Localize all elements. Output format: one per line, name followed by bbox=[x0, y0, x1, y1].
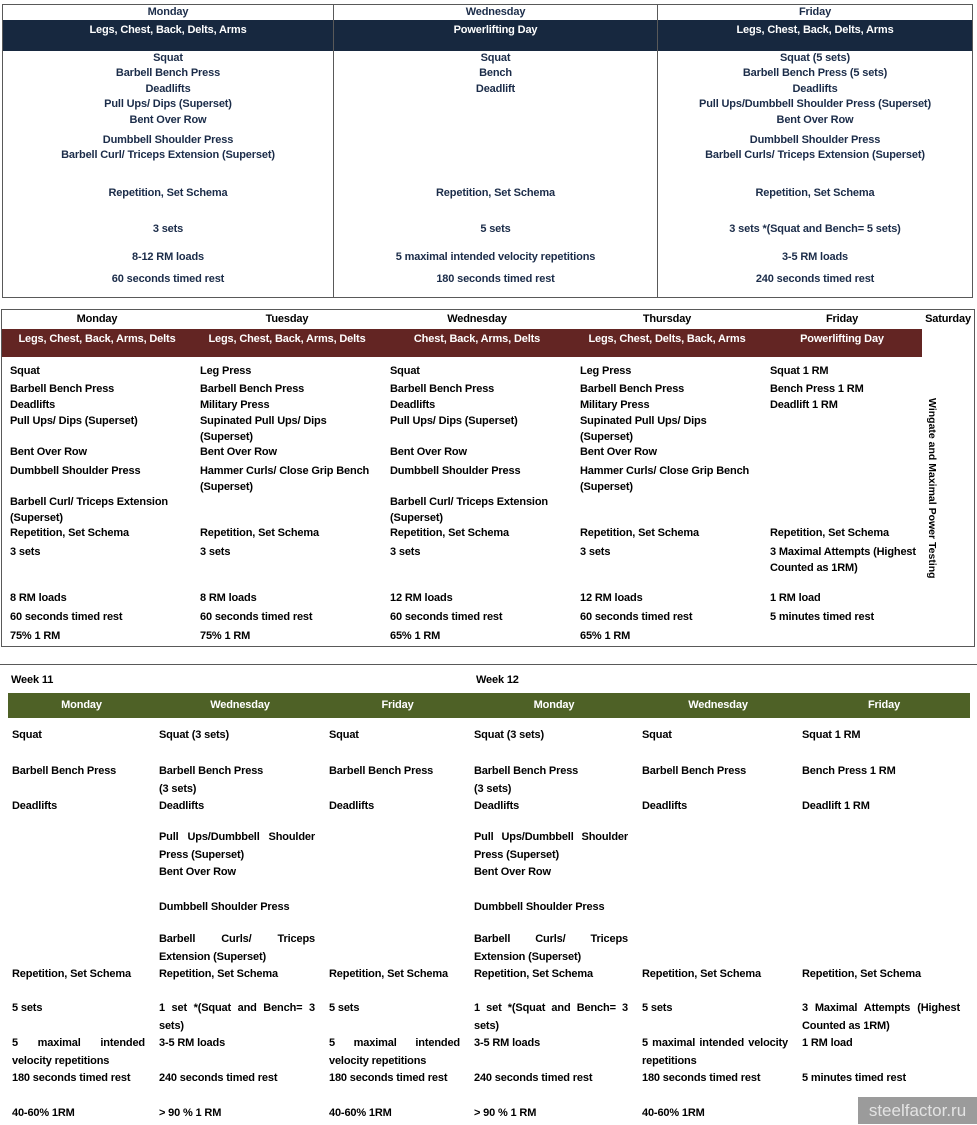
rest-value: 60 seconds timed rest bbox=[200, 611, 313, 623]
loads-value: 5 maximal intended velocity repetitions bbox=[329, 1037, 460, 1067]
exercise: Military Press bbox=[200, 399, 270, 411]
sets-value: 1 set *(Squat and Bench= 3 sets) bbox=[474, 1002, 628, 1032]
column-monday bbox=[3, 5, 334, 297]
rest-value: 60 seconds timed rest bbox=[580, 611, 693, 623]
column-wednesday bbox=[334, 5, 658, 297]
intensity-value: > 90 % 1 RM bbox=[159, 1107, 222, 1119]
rest-value: 240 seconds timed rest bbox=[159, 1072, 278, 1084]
exercise: Barbell Curls/ Triceps Extension (Superset) bbox=[474, 933, 628, 963]
exercise: Deadlifts bbox=[12, 800, 58, 812]
day-label: Monday bbox=[76, 313, 118, 325]
exercise: Bench Press 1 RM bbox=[802, 765, 896, 777]
loads-value: 5 maximal intended velocity repetitions bbox=[12, 1037, 145, 1067]
exercise: Hammer Curls/ Close Grip Bench (Superset) bbox=[200, 465, 370, 493]
exercise: Squat (3 sets) bbox=[159, 729, 230, 741]
exercise: Deadlifts bbox=[642, 800, 688, 812]
sets-value: 3 sets bbox=[10, 546, 41, 558]
sets-value: 3 sets bbox=[200, 546, 231, 558]
exercise: Supinated Pull Ups/ Dips (Superset) bbox=[580, 415, 707, 443]
sets-value: 1 set *(Squat and Bench= 3 sets) bbox=[159, 1002, 315, 1032]
exercise: Bench Press 1 RM bbox=[770, 383, 864, 395]
sets-value: 3 sets bbox=[580, 546, 611, 558]
sets-value: 5 sets bbox=[480, 223, 511, 236]
column-monday bbox=[2, 310, 192, 646]
exercise: Deadlift 1 RM bbox=[770, 399, 838, 411]
sets-value: 3 Maximal Attempts (Highest Counted as 1RM) bbox=[770, 546, 916, 574]
band-day: Wednesday bbox=[210, 699, 270, 711]
sets-value: 5 sets bbox=[12, 1002, 43, 1014]
exercise: Supinated Pull Ups/ Dips (Superset) bbox=[200, 415, 327, 443]
exercise: Leg Press bbox=[580, 365, 632, 377]
day-band bbox=[8, 693, 970, 718]
intensity-value: 40-60% 1RM bbox=[642, 1107, 705, 1119]
loads-value: 8 RM loads bbox=[10, 592, 67, 604]
column-w12-wednesday bbox=[638, 718, 798, 1125]
band-day: Monday bbox=[61, 699, 102, 711]
exercise: Squat bbox=[12, 729, 42, 741]
schema-label: Repetition, Set Schema bbox=[12, 968, 131, 980]
watermark: steelfactor.ru bbox=[858, 1097, 977, 1124]
sets-value: 3 sets bbox=[152, 223, 184, 236]
rest-value: 60 seconds timed rest bbox=[390, 611, 503, 623]
exercise: Bent Over Row bbox=[10, 446, 87, 458]
exercise: Hammer Curls/ Close Grip Bench (Superset) bbox=[580, 465, 750, 493]
exercise: Barbell Curls/ Triceps Extension (Superset) bbox=[705, 149, 925, 162]
exercise: Squat bbox=[390, 365, 420, 377]
intensity-value: 75% 1 RM bbox=[10, 630, 61, 642]
exercise: Barbell Bench Press bbox=[329, 765, 434, 777]
exercise: Barbell Bench Press bbox=[642, 765, 747, 777]
rest-value: 5 minutes timed rest bbox=[802, 1072, 906, 1084]
exercise: Barbell Bench Press bbox=[10, 383, 115, 395]
exercise: Barbell Bench Press bbox=[115, 67, 221, 80]
table-weeks-11-12 bbox=[0, 664, 977, 1125]
schema-label: Repetition, Set Schema bbox=[474, 968, 593, 980]
intensity-value: > 90 % 1 RM bbox=[474, 1107, 537, 1119]
exercise: Bent Over Row bbox=[129, 113, 207, 126]
exercise-note: (3 sets) bbox=[474, 782, 512, 795]
exercise: Deadlifts bbox=[10, 399, 56, 411]
rest-value: 5 minutes timed rest bbox=[770, 611, 874, 623]
exercise: Pull Ups/Dumbbell Shoulder Press (Superset) bbox=[474, 831, 628, 861]
exercise: Leg Press bbox=[200, 365, 252, 377]
exercise: Military Press bbox=[580, 399, 650, 411]
focus-band: Legs, Chest, Back, Arms, Delts bbox=[2, 329, 192, 357]
exercise: Deadlifts bbox=[792, 82, 838, 95]
exercise: Bent Over Row bbox=[580, 446, 657, 458]
schema-label: Repetition, Set Schema bbox=[436, 186, 555, 199]
focus-band: Powerlifting Day bbox=[762, 329, 922, 357]
exercise: Dumbbell Shoulder Press bbox=[390, 465, 521, 477]
loads-value: 8 RM loads bbox=[200, 592, 257, 604]
exercise: Bent Over Row bbox=[474, 866, 551, 878]
focus-band: Legs, Chest, Back, Arms, Delts bbox=[192, 329, 382, 357]
loads-value: 1 RM load bbox=[802, 1037, 853, 1049]
rest-value: 60 seconds timed rest bbox=[111, 272, 225, 285]
schema-label: Repetition, Set Schema bbox=[10, 527, 129, 539]
sets-value: 3 sets bbox=[390, 546, 421, 558]
loads-value: 3-5 RM loads bbox=[474, 1037, 541, 1049]
column-wednesday bbox=[382, 310, 572, 646]
sets-value: 3 sets *(Squat and Bench= 5 sets) bbox=[729, 223, 901, 236]
column-w11-monday bbox=[8, 718, 155, 1125]
focus-band: Chest, Back, Arms, Delts bbox=[382, 329, 572, 357]
exercise: Bent Over Row bbox=[200, 446, 277, 458]
exercise bbox=[572, 493, 762, 524]
schema-label: Repetition, Set Schema bbox=[580, 527, 699, 539]
focus-band: Legs, Chest, Back, Delts, Arms bbox=[658, 20, 972, 51]
exercise bbox=[192, 493, 382, 524]
exercise: Pull Ups/ Dips (Superset) bbox=[390, 415, 518, 427]
exercise: Barbell Bench Press bbox=[580, 383, 685, 395]
rest-value: 180 seconds timed rest bbox=[642, 1072, 761, 1084]
side-note-testing: Wingate and Maximal Power Testing bbox=[926, 398, 938, 579]
day-label: Wednesday bbox=[447, 313, 507, 325]
schema-label: Repetition, Set Schema bbox=[200, 527, 319, 539]
exercise: Barbell Bench Press (5 sets) bbox=[742, 67, 888, 80]
focus-band: Legs, Chest, Delts, Back, Arms bbox=[572, 329, 762, 357]
intensity-value: 40-60% 1RM bbox=[12, 1107, 75, 1119]
exercise: Squat (5 sets) bbox=[779, 52, 851, 64]
exercise: Squat bbox=[480, 52, 511, 64]
day-label: Saturday bbox=[925, 313, 971, 325]
exercise: Deadlift 1 RM bbox=[802, 800, 870, 812]
exercise-note: (3 sets) bbox=[159, 782, 197, 795]
exercise: Pull Ups/ Dips (Superset) bbox=[104, 98, 232, 111]
loads-value: 12 RM loads bbox=[390, 592, 453, 604]
rest-value: 240 seconds timed rest bbox=[755, 272, 875, 285]
column-tuesday bbox=[192, 310, 382, 646]
exercise: Barbell Curl/ Triceps Extension (Superset) bbox=[10, 496, 168, 524]
column-w12-friday bbox=[798, 718, 970, 1125]
loads-value: 8-12 RM loads bbox=[131, 250, 204, 263]
schema-label: Repetition, Set Schema bbox=[802, 968, 921, 980]
exercise: Barbell Curl/ Triceps Extension (Superset) bbox=[61, 149, 275, 162]
exercise: Dumbbell Shoulder Press bbox=[10, 465, 141, 477]
exercise: Squat bbox=[153, 52, 183, 64]
exercise: Dumbbell Shoulder Press bbox=[159, 901, 290, 913]
schema-label: Repetition, Set Schema bbox=[755, 186, 875, 199]
rest-value: 60 seconds timed rest bbox=[10, 611, 123, 623]
column-friday bbox=[762, 310, 922, 646]
band-day: Monday bbox=[533, 699, 575, 711]
loads-value: 3-5 RM loads bbox=[781, 250, 849, 263]
exercise: Deadlifts bbox=[145, 82, 191, 95]
schema-label: Repetition, Set Schema bbox=[770, 527, 889, 539]
exercise: Barbell Curl/ Triceps Extension (Superset) bbox=[390, 496, 548, 524]
exercise: Squat 1 RM bbox=[802, 729, 861, 741]
exercise: Squat bbox=[10, 365, 40, 377]
focus-band: Powerlifting Day bbox=[334, 20, 657, 51]
schema-label: Repetition, Set Schema bbox=[390, 527, 509, 539]
exercise: Barbell Bench Press bbox=[12, 765, 117, 777]
exercise: Deadlifts bbox=[390, 399, 436, 411]
day-label: Monday bbox=[147, 6, 189, 18]
exercise: Squat (3 sets) bbox=[474, 729, 545, 741]
exercise: Barbell Bench Press bbox=[390, 383, 495, 395]
exercise: Barbell Bench Press bbox=[474, 765, 579, 777]
loads-value: 1 RM load bbox=[770, 592, 821, 604]
exercise: Pull Ups/Dumbbell Shoulder Press (Superset) bbox=[699, 98, 931, 111]
exercise: Deadlifts bbox=[329, 800, 375, 812]
intensity-value: 65% 1 RM bbox=[580, 630, 631, 642]
exercise: Pull Ups/Dumbbell Shoulder Press (Superset) bbox=[159, 831, 315, 861]
week-label: Week 11 bbox=[11, 674, 54, 686]
day-label: Friday bbox=[825, 313, 859, 325]
exercise: Barbell Bench Press bbox=[159, 765, 264, 777]
exercise: Bench bbox=[479, 67, 512, 80]
schema-label: Repetition, Set Schema bbox=[159, 968, 278, 980]
rest-value: 180 seconds timed rest bbox=[436, 272, 555, 285]
exercise: Bent Over Row bbox=[159, 866, 236, 878]
loads-value: 5 maximal intended velocity repetitions bbox=[395, 250, 596, 263]
column-w11-wednesday bbox=[155, 718, 325, 1125]
column-friday bbox=[658, 5, 972, 297]
exercise: Squat 1 RM bbox=[770, 365, 829, 377]
exercise: Barbell Bench Press bbox=[200, 383, 305, 395]
exercise: Deadlifts bbox=[474, 800, 520, 812]
rest-value: 180 seconds timed rest bbox=[329, 1072, 448, 1084]
exercise: Deadlifts bbox=[159, 800, 205, 812]
week-row bbox=[8, 665, 970, 693]
exercise: Dumbbell Shoulder Press bbox=[749, 133, 881, 146]
day-label: Friday bbox=[798, 6, 832, 18]
schema-label: Repetition, Set Schema bbox=[329, 968, 448, 980]
day-label: Wednesday bbox=[465, 6, 526, 18]
exercise: Dumbbell Shoulder Press bbox=[474, 901, 605, 913]
sets-value: 5 sets bbox=[642, 1002, 673, 1014]
exercise: Barbell Curls/ Triceps Extension (Superset) bbox=[159, 933, 315, 963]
exercise: Pull Ups/ Dips (Superset) bbox=[10, 415, 138, 427]
intensity-value: 75% 1 RM bbox=[200, 630, 251, 642]
week-label: Week 12 bbox=[476, 674, 519, 686]
exercise: Bent Over Row bbox=[390, 446, 467, 458]
sets-value: 5 sets bbox=[329, 1002, 360, 1014]
focus-band: Legs, Chest, Back, Delts, Arms bbox=[3, 20, 333, 51]
exercise: Deadlift bbox=[475, 82, 516, 95]
column-w12-monday bbox=[470, 718, 638, 1125]
schema-label: Repetition, Set Schema bbox=[642, 968, 761, 980]
band-day: Friday bbox=[867, 699, 901, 711]
intensity-value bbox=[762, 627, 922, 646]
loads-value: 3-5 RM loads bbox=[159, 1037, 226, 1049]
exercise: Squat bbox=[329, 729, 359, 741]
loads-value: 12 RM loads bbox=[580, 592, 643, 604]
rest-value: 180 seconds timed rest bbox=[12, 1072, 131, 1084]
day-label: Tuesday bbox=[265, 313, 309, 325]
day-label: Thursday bbox=[642, 313, 692, 325]
column-thursday bbox=[572, 310, 762, 646]
band-day: Wednesday bbox=[688, 699, 748, 711]
exercise: Squat bbox=[642, 729, 672, 741]
sets-value: 3 Maximal Attempts (Highest Counted as 1RM) bbox=[802, 1002, 960, 1032]
schema-label: Repetition, Set Schema bbox=[108, 186, 228, 199]
band-day: Friday bbox=[381, 699, 414, 711]
column-w11-friday bbox=[325, 718, 470, 1125]
rest-value: 240 seconds timed rest bbox=[474, 1072, 593, 1084]
exercise: Bent Over Row bbox=[776, 113, 854, 126]
intensity-value: 40-60% 1RM bbox=[329, 1107, 392, 1119]
table-three-day-split bbox=[2, 4, 973, 298]
table-five-day-split bbox=[1, 309, 975, 647]
exercise: Dumbbell Shoulder Press bbox=[102, 133, 234, 146]
intensity-value: 65% 1 RM bbox=[390, 630, 441, 642]
loads-value: 5 maximal intended velocity repetitions bbox=[642, 1037, 788, 1067]
